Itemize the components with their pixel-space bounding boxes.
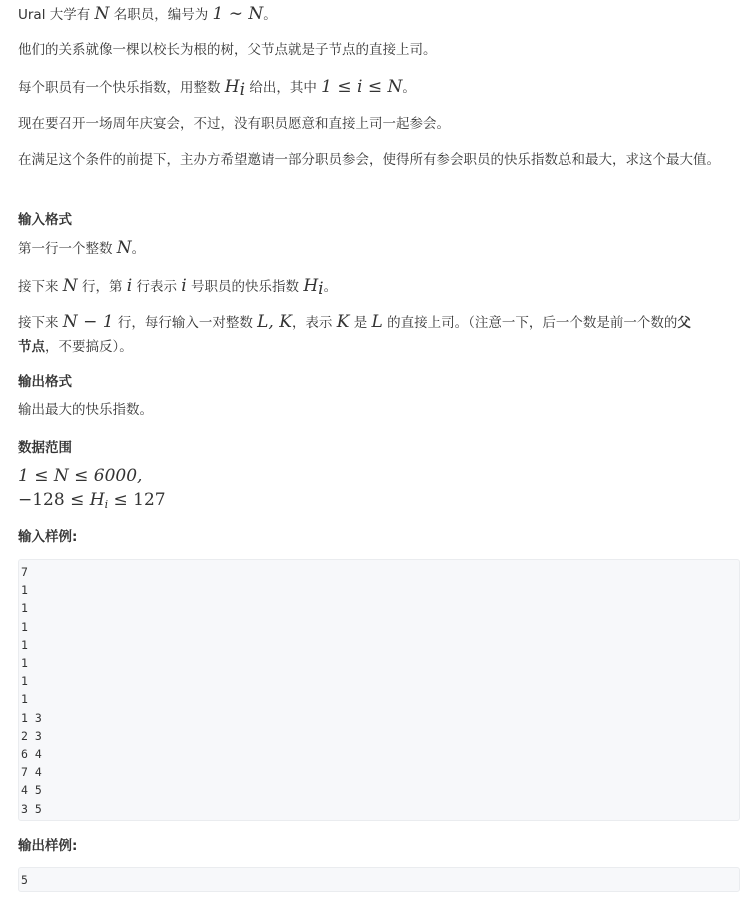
- heading-output-format: 输出格式: [18, 374, 72, 390]
- math-var: N: [116, 238, 132, 258]
- math-var: L: [371, 312, 383, 332]
- text: ，表示: [291, 315, 337, 331]
- text: 接下来: [18, 315, 63, 331]
- sample-output-block[interactable]: [18, 867, 740, 892]
- math-var: N: [62, 276, 78, 296]
- text: 号职员的快乐指数: [186, 279, 304, 295]
- bold-text: 父: [677, 315, 691, 331]
- text: 行，每行输入一对整数: [113, 315, 258, 331]
- heading-sample-input: 输入样例:: [18, 529, 78, 545]
- heading-sample-output: 输出样例:: [18, 838, 78, 854]
- text: 每个职员有一个快乐指数，用整数: [18, 80, 225, 96]
- math-var: K: [336, 312, 350, 332]
- paragraph-goal: 在满足这个条件的前提下，主办方希望邀请一部分职员参会，使得所有参会职员的快乐指数总和最大，求这个最大值。: [18, 152, 720, 168]
- sample-input-line: 3 5: [21, 801, 42, 816]
- sample-input-line: 6 4: [21, 747, 42, 762]
- paragraph-happiness: [18, 75, 740, 102]
- text: ，不要搞反）。: [45, 339, 133, 355]
- math-var: H: [224, 77, 240, 97]
- sample-input-line: 1: [21, 692, 28, 707]
- math-var: i: [181, 276, 187, 296]
- text: Ural 大学有: [18, 7, 95, 23]
- math-expr: 1 ≤ N ≤ 6000,: [18, 466, 143, 486]
- text: 。: [263, 7, 277, 23]
- text: 。: [323, 279, 338, 295]
- sample-input-line: 2 3: [21, 728, 42, 743]
- input-line-2: [18, 274, 740, 301]
- paragraph-party: 现在要召开一场周年庆宴会，不过，没有职员愿意和直接上司一起参会。: [18, 116, 450, 132]
- text: 接下来: [18, 279, 63, 295]
- sample-input-line: 7: [21, 565, 28, 579]
- bold-text: 节点: [18, 339, 45, 355]
- math-var: N: [94, 4, 110, 24]
- math-sub: i: [318, 279, 324, 299]
- sample-input-line: 1: [21, 637, 28, 652]
- sample-input-line: 1: [21, 656, 28, 671]
- range-h: [18, 488, 166, 517]
- paragraph-intro: [18, 2, 740, 27]
- math-var: H: [303, 276, 319, 296]
- sample-input-line: 1 3: [21, 710, 42, 725]
- text: 行，第: [77, 279, 127, 295]
- sample-input-line: 1: [21, 583, 28, 598]
- text: 给出，其中: [245, 80, 322, 96]
- sample-output-line: 5: [21, 873, 28, 887]
- math-expr: L, K: [257, 312, 292, 332]
- range-n: [18, 464, 142, 488]
- math-expr: ≤ 127: [108, 490, 166, 510]
- sample-input-line: 7 4: [21, 765, 42, 780]
- text: 的直接上司。（注意一下，后一个数是前一个数的: [382, 315, 678, 331]
- sample-input-block[interactable]: [18, 559, 740, 821]
- paragraph-tree: 他们的关系就像一棵以校长为根的树，父节点就是子节点的直接上司。: [18, 42, 437, 58]
- text: 名职员，编号为: [109, 7, 213, 23]
- input-line-1: [18, 236, 740, 261]
- text: 。: [131, 241, 146, 257]
- math-expr: 1 ∼ N: [212, 4, 264, 24]
- sample-input-line: 1: [21, 674, 28, 689]
- input-line-3: [18, 310, 740, 359]
- math-sub: i: [104, 498, 109, 511]
- text: 。: [402, 80, 416, 96]
- math-expr: N − 1: [62, 312, 114, 332]
- math-var: H: [89, 490, 105, 510]
- heading-data-range: 数据范围: [18, 440, 72, 456]
- text: 行表示: [132, 279, 182, 295]
- text: 是: [349, 315, 372, 331]
- math-expr: −128 ≤: [18, 490, 90, 510]
- heading-input-format: 输入格式: [18, 212, 72, 228]
- text: 第一行一个整数: [18, 241, 117, 257]
- sample-input-line: 1: [21, 619, 28, 634]
- sample-output-code: [19, 868, 739, 889]
- output-format-text: 输出最大的快乐指数。: [18, 402, 153, 418]
- math-var: i: [126, 276, 133, 296]
- sample-input-code: [19, 560, 739, 818]
- math-expr: 1 ≤ i ≤ N: [321, 77, 403, 97]
- sample-input-line: 1: [21, 601, 28, 616]
- math-sub: i: [239, 80, 246, 100]
- sample-input-line: 4 5: [21, 783, 42, 798]
